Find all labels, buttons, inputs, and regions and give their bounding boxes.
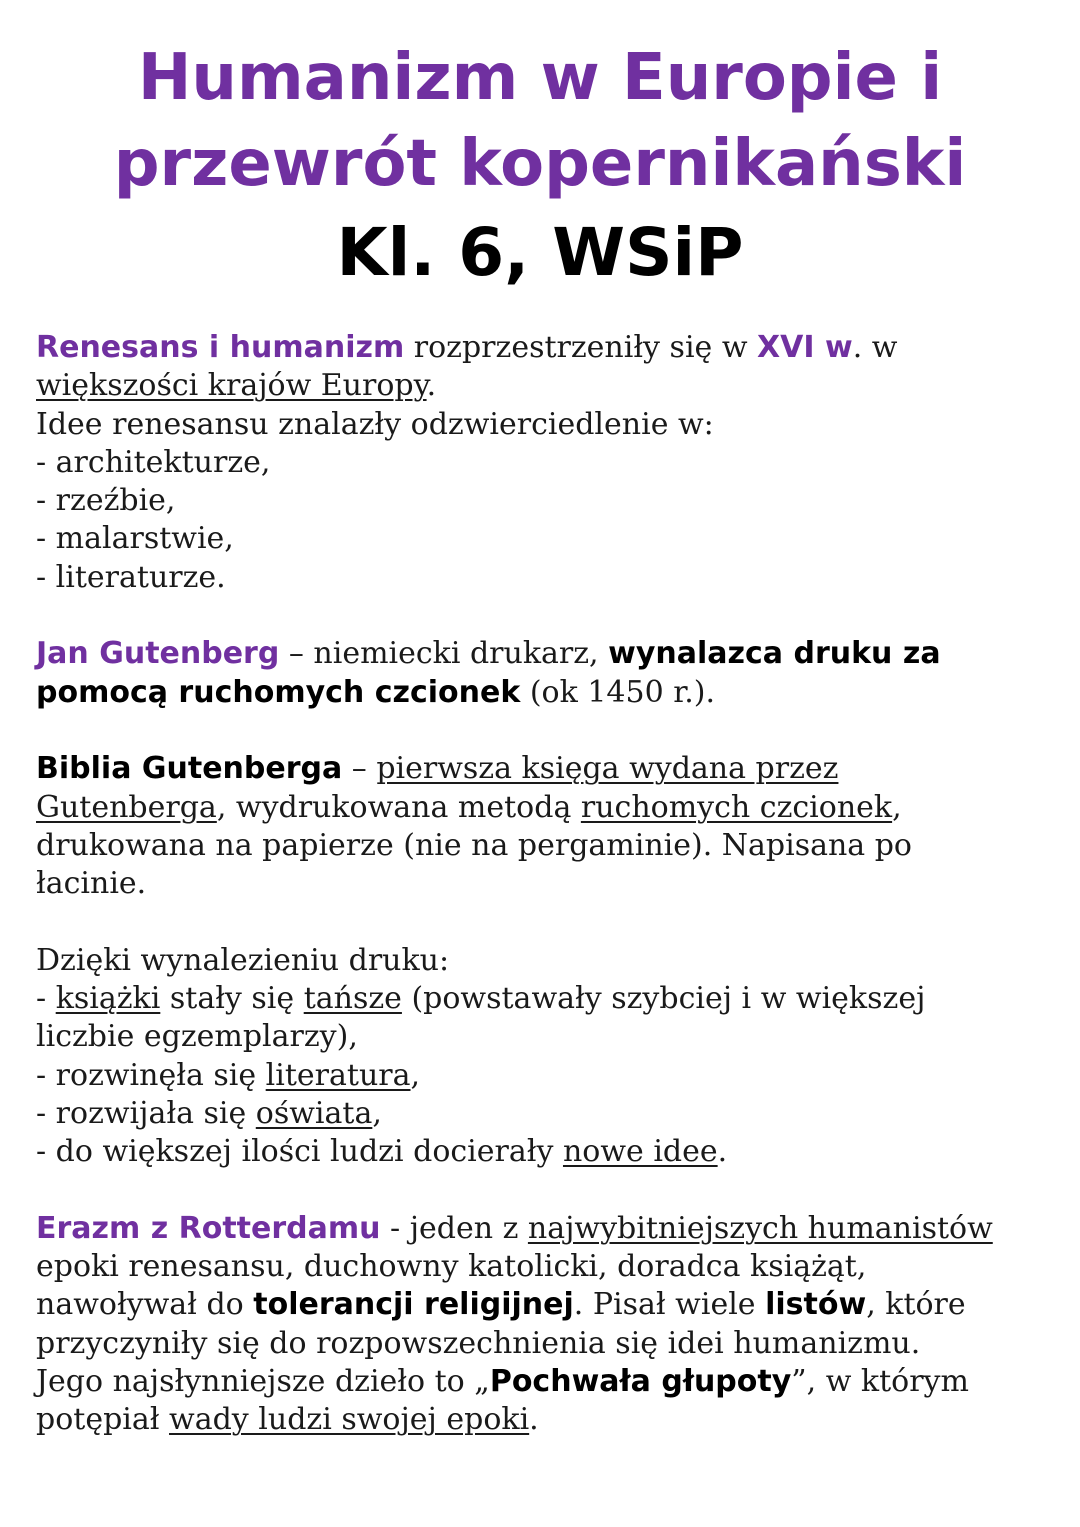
subtitle: Kl. 6, WSiP (336, 214, 744, 291)
erasmus-line-4: przyczyniły się do rozpowszechnienia się idei humanizmu. (36, 1325, 921, 1361)
text: . (529, 1402, 539, 1438)
gutenberg-term: Jan Gutenberg (36, 636, 280, 672)
text: - jeden z (380, 1210, 528, 1246)
list-item-cont: liczbie egzemplarzy), (36, 1019, 358, 1055)
text: Jego najsłynniejsze dzieło to „ (36, 1364, 490, 1400)
bold-phrase: Pochwała głupoty (489, 1364, 792, 1400)
text: . w (852, 330, 898, 365)
text: – niemiecki drukarz, (279, 636, 609, 672)
list-item: - rzeźbie, (36, 483, 176, 519)
text: , (410, 1057, 421, 1093)
erasmus-line-5 (36, 1363, 1056, 1401)
bold-phrase: tolerancji religijnej (253, 1287, 574, 1323)
text: , (892, 789, 902, 825)
underlined-phrase: najwybitniejszych humanistów (527, 1210, 993, 1246)
gutenberg-sentence (36, 635, 1056, 673)
text: . Pisał wiele (573, 1287, 766, 1323)
text: - (36, 981, 56, 1017)
bible-line-4: łacinie. (36, 866, 147, 902)
text: - rozwijała się (36, 1095, 256, 1131)
bold-phrase: listów (765, 1287, 867, 1323)
list-item (36, 1057, 1056, 1095)
bible-term: Biblia Gutenberga (36, 751, 343, 787)
text: (ok 1450 r.). (520, 674, 716, 710)
underlined-phrase: książki (55, 981, 161, 1017)
erasmus-sentence (36, 1210, 1056, 1248)
text: - rozwinęła się (36, 1057, 266, 1093)
underlined-phrase: nowe idee (562, 1134, 718, 1170)
print-intro: Dzięki wynalezieniu druku: (36, 942, 450, 978)
text: - do większej ilości ludzi docierały (36, 1134, 563, 1170)
list-item (36, 1133, 1056, 1171)
underlined-phrase: pierwsza księga wydana przez (376, 751, 839, 787)
renaissance-sentence (36, 329, 1056, 367)
text: . (426, 368, 437, 404)
text: rozprzestrzeniły się w (404, 330, 758, 365)
notes-body (36, 329, 1056, 1440)
bold-phrase: pomocą ruchomych czcionek (36, 674, 521, 710)
text: . (717, 1134, 728, 1170)
ideas-intro: Idee renesansu znalazły odzwierciedlenie w: (36, 406, 714, 442)
century: XVI w (757, 330, 853, 365)
erasmus-term: Erazm z Rotterdamu (36, 1210, 381, 1246)
text: – (342, 751, 377, 787)
text: , wydrukowana metodą (216, 789, 581, 825)
underlined-phrase: literatura (265, 1057, 411, 1093)
erasmus-line-2: epoki renesansu, duchowny katolicki, doradca książąt, (36, 1249, 867, 1285)
underlined-phrase: większości krajów Europy (36, 368, 427, 404)
text: (powstawały szybciej i w większej (401, 981, 926, 1017)
erasmus-line-3 (36, 1286, 1056, 1324)
bible-sentence-cont (36, 789, 1056, 827)
list-item: - malarstwie, (36, 521, 234, 557)
underlined-phrase: Gutenberga (36, 789, 217, 825)
text: , (372, 1095, 382, 1131)
bold-phrase: wynalazca druku za (608, 636, 941, 672)
list-item: - literaturze. (36, 559, 226, 595)
text: potępiał (36, 1402, 170, 1438)
underlined-phrase: tańsze (303, 981, 402, 1017)
list-item: - architekturze, (36, 444, 271, 480)
text: stały się (160, 981, 304, 1017)
bible-line-3: drukowana na papierze (nie na pergaminie). Napisana po (36, 827, 912, 863)
underlined-phrase: wady ludzi swojej epoki (169, 1402, 530, 1438)
underlined-phrase: oświata (255, 1095, 373, 1131)
gutenberg-sentence-cont (36, 674, 1056, 712)
text: ”, w którym (791, 1364, 969, 1400)
list-item (36, 980, 1056, 1018)
title-line-1: Humanizm w Europie i (137, 41, 943, 115)
title-line-2: przewrót kopernikański (113, 127, 967, 201)
text: , które (866, 1287, 966, 1323)
renaissance-sentence-cont (36, 367, 1056, 405)
list-item (36, 1095, 1056, 1133)
underlined-phrase: ruchomych czcionek (580, 789, 893, 825)
renaissance-term: Renesans i humanizm (36, 330, 405, 365)
erasmus-line-6 (36, 1401, 1056, 1439)
bible-sentence (36, 750, 1056, 788)
text: nawoływał do (36, 1287, 254, 1323)
